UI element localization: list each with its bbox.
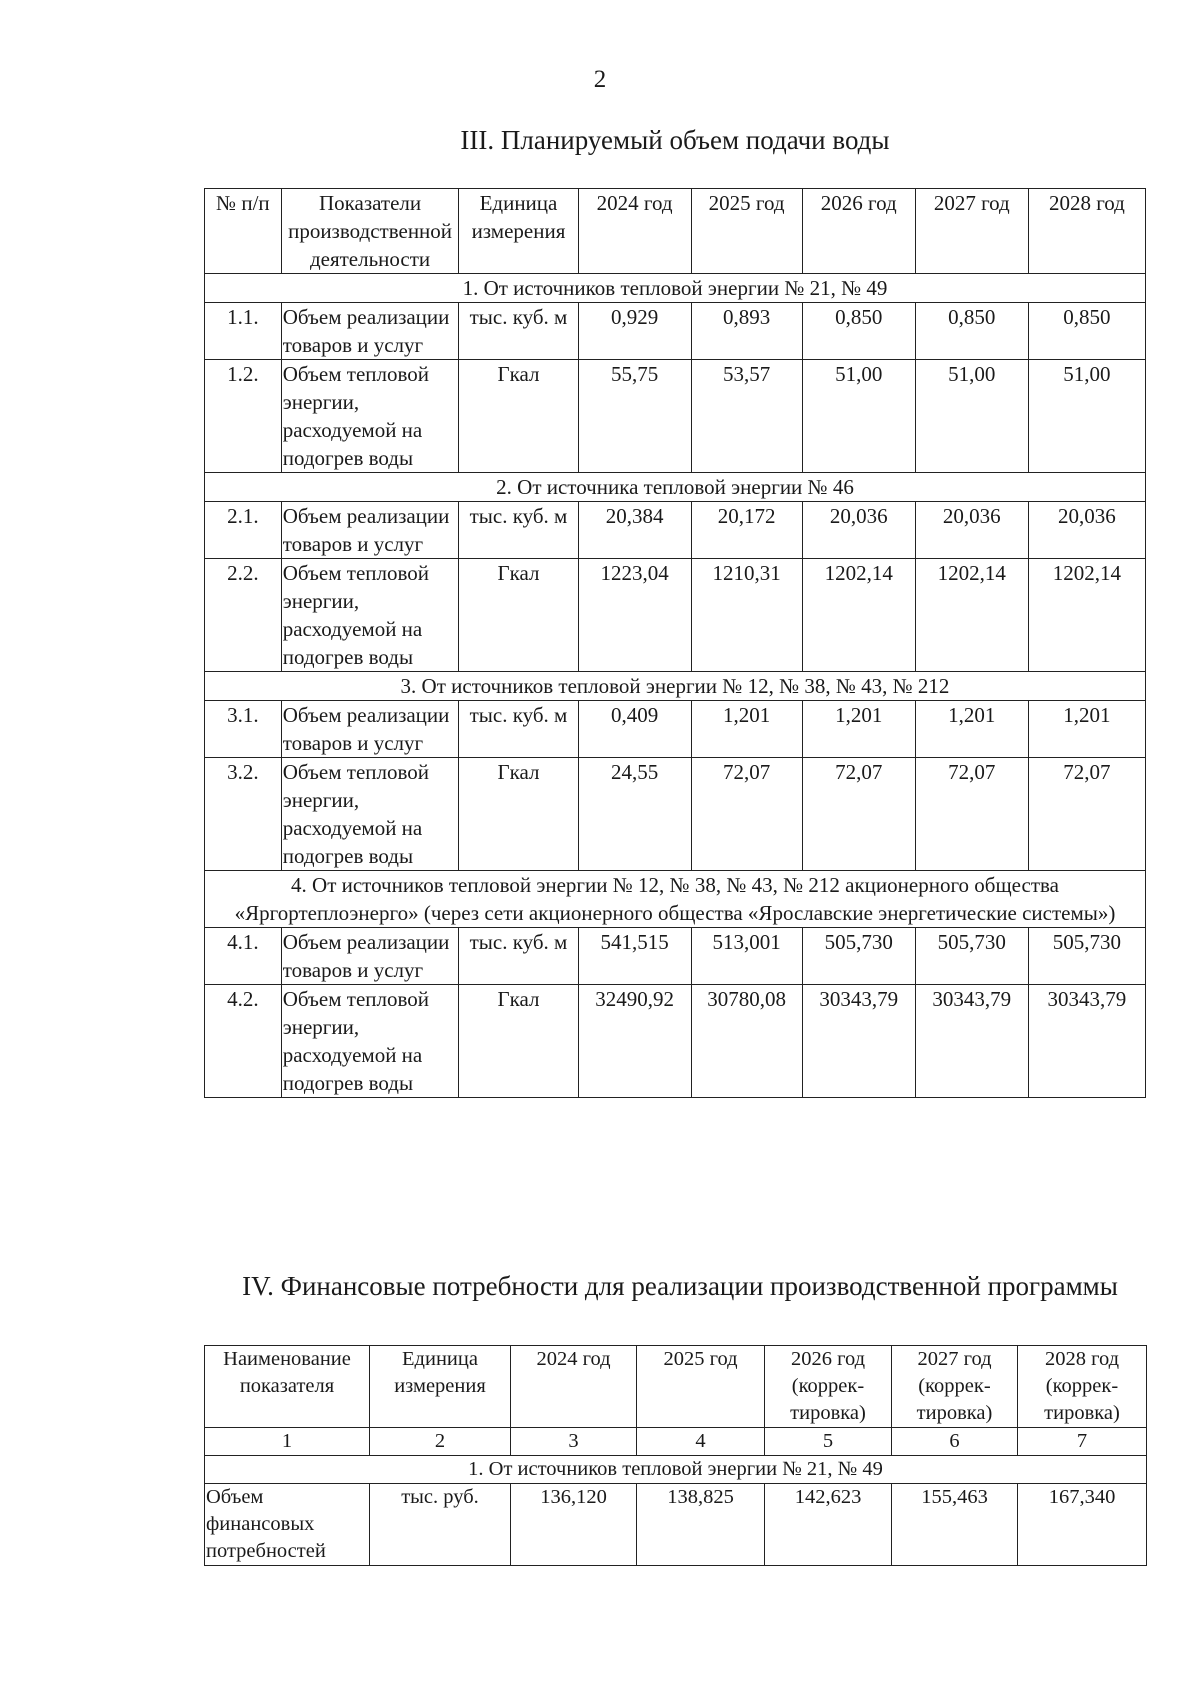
group-title: 1. От источников тепловой энергии № 21, № 49 bbox=[205, 274, 1146, 303]
value-2028: 51,00 bbox=[1028, 360, 1145, 473]
value-2024: 136,120 bbox=[511, 1484, 637, 1566]
value-2024: 24,55 bbox=[578, 758, 691, 871]
value-2027: 30343,79 bbox=[915, 985, 1028, 1098]
value-2028: 72,07 bbox=[1028, 758, 1145, 871]
column-number: 6 bbox=[892, 1428, 1018, 1456]
table-row bbox=[205, 701, 1146, 758]
header-num: № п/п bbox=[205, 189, 282, 274]
row-name: Объем тепловой энергии, расходуемой на подогрев воды bbox=[281, 758, 459, 871]
header-2024: 2024 год bbox=[578, 189, 691, 274]
value-2025: 1,201 bbox=[691, 701, 802, 758]
group-row bbox=[205, 274, 1146, 303]
header-2025: 2025 год bbox=[691, 189, 802, 274]
row-num: 4.2. bbox=[205, 985, 282, 1098]
header-2025: 2025 год bbox=[637, 1346, 765, 1428]
row-unit: Гкал bbox=[459, 559, 578, 672]
value-2026: 51,00 bbox=[802, 360, 915, 473]
value-2027: 505,730 bbox=[915, 928, 1028, 985]
row-unit: Гкал bbox=[459, 985, 578, 1098]
column-number: 5 bbox=[765, 1428, 892, 1456]
value-2025: 72,07 bbox=[691, 758, 802, 871]
row-num: 3.1. bbox=[205, 701, 282, 758]
header-unit: Единица измерения bbox=[370, 1346, 511, 1428]
row-name: Объем финансовых потребностей bbox=[205, 1484, 370, 1566]
row-name: Объем тепловой энергии, расходуемой на подогрев воды bbox=[281, 985, 459, 1098]
value-2025: 138,825 bbox=[637, 1484, 765, 1566]
table-row bbox=[205, 985, 1146, 1098]
financial-needs-table bbox=[204, 1345, 1147, 1566]
group-title: 4. От источников тепловой энергии № 12, № 38, № 43, № 212 акционерного общества «Яргортеплоэнерго» (через сети акционерного общества «Ярославские энергетические системы») bbox=[205, 871, 1146, 928]
row-num: 2.2. bbox=[205, 559, 282, 672]
value-2024: 0,929 bbox=[578, 303, 691, 360]
value-2027: 1,201 bbox=[915, 701, 1028, 758]
row-unit: тыс. руб. bbox=[370, 1484, 511, 1566]
row-num: 4.1. bbox=[205, 928, 282, 985]
value-2025: 30780,08 bbox=[691, 985, 802, 1098]
row-unit: тыс. куб. м bbox=[459, 928, 578, 985]
value-2026: 20,036 bbox=[802, 502, 915, 559]
page-number: 2 bbox=[593, 66, 607, 93]
header-2027: 2027 год bbox=[915, 189, 1028, 274]
row-unit: Гкал bbox=[459, 758, 578, 871]
row-name: Объем реализации товаров и услуг bbox=[281, 303, 459, 360]
header-2028: 2028 год bbox=[1028, 189, 1145, 274]
value-2025: 20,172 bbox=[691, 502, 802, 559]
row-unit: тыс. куб. м bbox=[459, 303, 578, 360]
row-num: 1.1. bbox=[205, 303, 282, 360]
table-row bbox=[205, 303, 1146, 360]
value-2024: 32490,92 bbox=[578, 985, 691, 1098]
row-num: 1.2. bbox=[205, 360, 282, 473]
row-unit: Гкал bbox=[459, 360, 578, 473]
section-4-title: IV. Финансовые потребности для реализации производственной программы bbox=[242, 1271, 1118, 1301]
table-row bbox=[205, 502, 1146, 559]
value-2025: 53,57 bbox=[691, 360, 802, 473]
table-row bbox=[205, 758, 1146, 871]
row-unit: тыс. куб. м bbox=[459, 701, 578, 758]
value-2027: 20,036 bbox=[915, 502, 1028, 559]
value-2028: 167,340 bbox=[1018, 1484, 1147, 1566]
column-number: 2 bbox=[370, 1428, 511, 1456]
water-supply-table bbox=[204, 188, 1146, 1098]
column-number: 3 bbox=[511, 1428, 637, 1456]
row-name: Объем тепловой энергии, расходуемой на подогрев воды bbox=[281, 360, 459, 473]
value-2028: 1,201 bbox=[1028, 701, 1145, 758]
column-number: 4 bbox=[637, 1428, 765, 1456]
group-row bbox=[205, 473, 1146, 502]
group-title: 3. От источников тепловой энергии № 12, № 38, № 43, № 212 bbox=[205, 672, 1146, 701]
value-2027: 0,850 bbox=[915, 303, 1028, 360]
value-2025: 513,001 bbox=[691, 928, 802, 985]
table-header-row bbox=[205, 1346, 1147, 1428]
row-name: Объем реализации товаров и услуг bbox=[281, 701, 459, 758]
group-title: 2. От источника тепловой энергии № 46 bbox=[205, 473, 1146, 502]
table-row bbox=[205, 559, 1146, 672]
row-num: 3.2. bbox=[205, 758, 282, 871]
value-2027: 72,07 bbox=[915, 758, 1028, 871]
header-2027: 2027 год (коррек-тировка) bbox=[892, 1346, 1018, 1428]
column-number: 1 bbox=[205, 1428, 370, 1456]
section-3-title: III. Планируемый объем подачи воды bbox=[460, 125, 890, 155]
row-num: 2.1. bbox=[205, 502, 282, 559]
table-row bbox=[205, 360, 1146, 473]
value-2024: 0,409 bbox=[578, 701, 691, 758]
value-2026: 0,850 bbox=[802, 303, 915, 360]
table-row bbox=[205, 1484, 1147, 1566]
value-2025: 0,893 bbox=[691, 303, 802, 360]
column-number-row bbox=[205, 1428, 1147, 1456]
value-2024: 55,75 bbox=[578, 360, 691, 473]
group-row bbox=[205, 672, 1146, 701]
column-number: 7 bbox=[1018, 1428, 1147, 1456]
value-2026: 30343,79 bbox=[802, 985, 915, 1098]
value-2026: 505,730 bbox=[802, 928, 915, 985]
table-header-row bbox=[205, 189, 1146, 274]
header-unit: Единица измерения bbox=[459, 189, 578, 274]
value-2028: 1202,14 bbox=[1028, 559, 1145, 672]
header-2028: 2028 год (коррек-тировка) bbox=[1018, 1346, 1147, 1428]
value-2026: 1,201 bbox=[802, 701, 915, 758]
group-row bbox=[205, 871, 1146, 928]
row-name: Объем реализации товаров и услуг bbox=[281, 928, 459, 985]
value-2028: 505,730 bbox=[1028, 928, 1145, 985]
value-2027: 155,463 bbox=[892, 1484, 1018, 1566]
value-2028: 30343,79 bbox=[1028, 985, 1145, 1098]
value-2025: 1210,31 bbox=[691, 559, 802, 672]
value-2024: 541,515 bbox=[578, 928, 691, 985]
header-2026: 2026 год (коррек-тировка) bbox=[765, 1346, 892, 1428]
header-2024: 2024 год bbox=[511, 1346, 637, 1428]
table-row bbox=[205, 928, 1146, 985]
value-2024: 1223,04 bbox=[578, 559, 691, 672]
group-row bbox=[205, 1456, 1147, 1484]
value-2026: 1202,14 bbox=[802, 559, 915, 672]
value-2028: 20,036 bbox=[1028, 502, 1145, 559]
value-2027: 1202,14 bbox=[915, 559, 1028, 672]
row-name: Объем тепловой энергии, расходуемой на подогрев воды bbox=[281, 559, 459, 672]
row-name: Объем реализации товаров и услуг bbox=[281, 502, 459, 559]
value-2027: 51,00 bbox=[915, 360, 1028, 473]
value-2026: 72,07 bbox=[802, 758, 915, 871]
value-2028: 0,850 bbox=[1028, 303, 1145, 360]
group-title: 1. От источников тепловой энергии № 21, № 49 bbox=[205, 1456, 1147, 1484]
header-indicator-name: Наименование показателя bbox=[205, 1346, 370, 1428]
row-unit: тыс. куб. м bbox=[459, 502, 578, 559]
value-2026: 142,623 bbox=[765, 1484, 892, 1566]
header-indicator: Показатели производственной деятельности bbox=[281, 189, 459, 274]
header-2026: 2026 год bbox=[802, 189, 915, 274]
value-2024: 20,384 bbox=[578, 502, 691, 559]
